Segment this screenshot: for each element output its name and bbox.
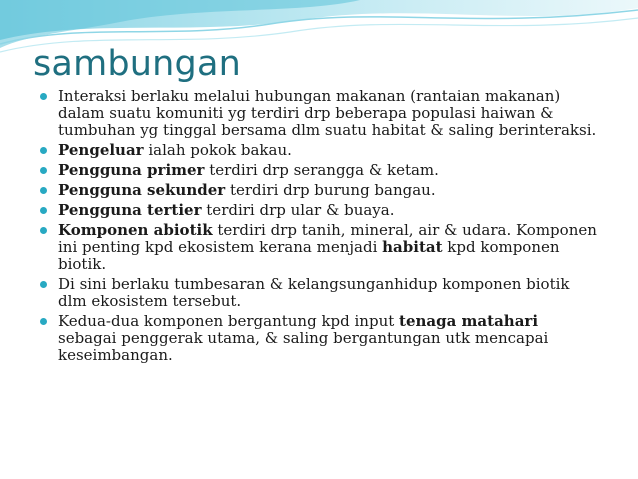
bullet-bold-term: tenaga matahari bbox=[399, 312, 539, 330]
bullet-dot-icon bbox=[40, 167, 47, 174]
bullet-bold-term: Pengguna tertier bbox=[58, 201, 202, 219]
bullet-item bbox=[40, 162, 600, 179]
bullet-text: sebagai penggerak utama, & saling bergantungan utk mencapai keseimbangan. bbox=[58, 329, 549, 364]
bullet-item bbox=[40, 222, 600, 273]
bullet-text: terdiri drp tanih, mineral, air & udara. Komponen ini penting kpd ekosistem kerana menjadi bbox=[58, 221, 597, 256]
bullet-dot-icon bbox=[40, 187, 47, 194]
bullet-text: Di sini berlaku tumbesaran & kelangsunganhidup komponen biotik dlm ekosistem tersebut. bbox=[58, 275, 570, 310]
bullet-item bbox=[40, 182, 600, 199]
bullet-bold-term: habitat bbox=[382, 238, 443, 256]
bullet-item bbox=[40, 142, 600, 159]
bullet-text: kpd komponen biotik. bbox=[58, 238, 560, 273]
bullet-text: terdiri drp ular & buaya. bbox=[201, 201, 395, 219]
bullet-text: Kedua-dua komponen bergantung kpd input bbox=[58, 312, 400, 330]
bullet-list bbox=[40, 88, 600, 367]
bullet-dot-icon bbox=[40, 318, 47, 325]
bullet-item bbox=[40, 202, 600, 219]
bullet-item bbox=[40, 313, 600, 364]
bullet-bold-term: Pengeluar bbox=[58, 141, 144, 159]
slide-title: sambungan bbox=[33, 44, 242, 84]
bullet-item bbox=[40, 276, 600, 310]
bullet-text: ialah pokok bakau. bbox=[143, 141, 292, 159]
bullet-bold-term: Pengguna sekunder bbox=[58, 181, 226, 199]
bullet-bold-term: Pengguna primer bbox=[58, 161, 205, 179]
bullet-dot-icon bbox=[40, 207, 47, 214]
bullet-dot-icon bbox=[40, 227, 47, 234]
bullet-dot-icon bbox=[40, 93, 47, 100]
bullet-text: terdiri drp serangga & ketam. bbox=[204, 161, 439, 179]
bullet-text: Interaksi berlaku melalui hubungan makanan (rantaian makanan) dalam suatu komuniti yg terdiri drp beberapa populasi haiwan & tumbuhan yg tinggal bersama dlm suatu habitat & saling berinteraksi. bbox=[58, 87, 597, 139]
bullet-text: terdiri drp burung bangau. bbox=[225, 181, 436, 199]
bullet-dot-icon bbox=[40, 147, 47, 154]
bullet-dot-icon bbox=[40, 281, 47, 288]
bullet-item bbox=[40, 88, 600, 139]
bullet-bold-term: Komponen abiotik bbox=[58, 221, 213, 239]
